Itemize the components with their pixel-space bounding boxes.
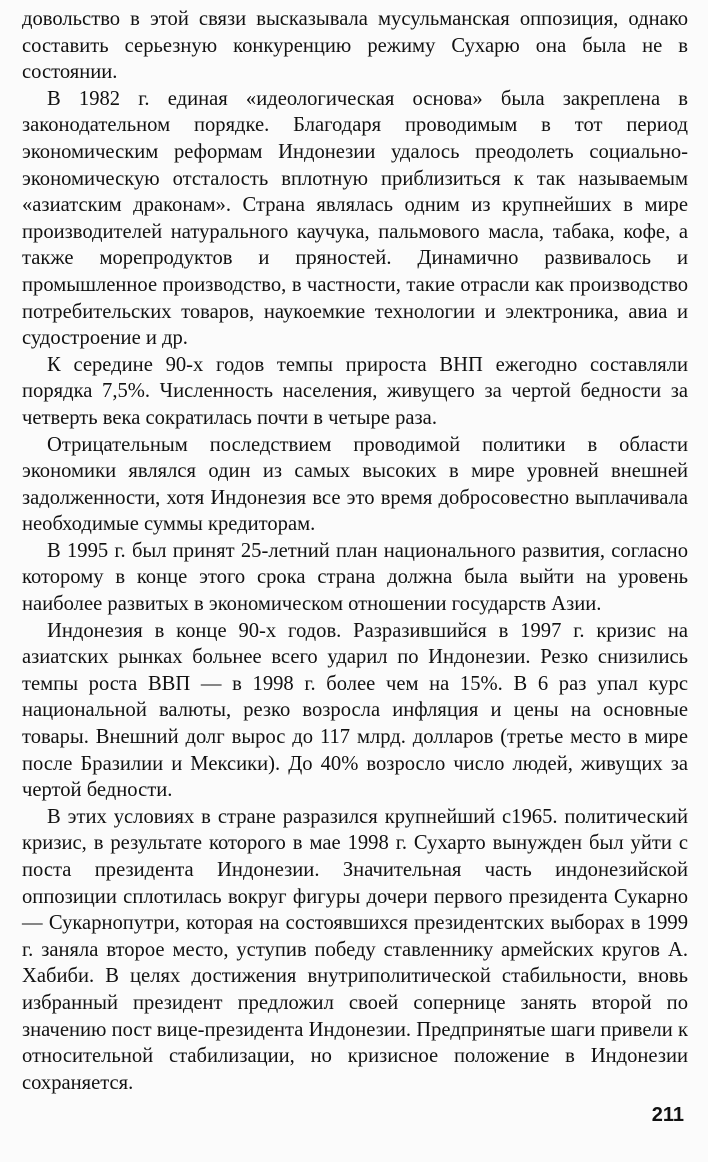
paragraph-ideological-basis: В 1982 г. единая «идеологическая основа» была закреплена в законодательном порядке. Благодаря проводимым в тот период экономическим реформам Индонезии удалось преодолеть социально-экономическую отсталость вплотную приблизиться к так называемым «азиатским драконам». Страна являлась одним из крупнейших в мире производителей натурального каучука, пальмового масла, табака, кофе, а также морепродуктов и пряностей. Динамично развивалось и промышленное производство, в частности, такие отрасли как производство потребительских товаров, наукоемкие технологии и электроника, авиа и судостроение и др. (22, 87, 688, 350)
paragraph-continuation: довольство в этой связи высказывала мусульманская оппозиция, однако составить серьезную конкуренцию режиму Сухарю она была не в состоянии. (22, 8, 688, 84)
paragraph-gnp-growth: К середине 90-х годов темпы прироста ВНП ежегодно составляли порядка 7,5%. Численность населения, живущего за чертой бедности за четверть века сократилась почти в четыре раза. (22, 353, 688, 429)
page-number: 211 (651, 1104, 684, 1126)
paragraph-late-90s-crisis: Индонезия в конце 90-х годов. Разразившийся в 1997 г. кризис на азиатских рынках больнее всего ударил по Индонезии. Резко снизились темпы роста ВВП — в 1998 г. более чем на 15%. В 6 раз упал курс национальной валюты, резко возросла инфляция и цены на основные товары. Внешний долг вырос до 117 млрд. долларов (третье место в мире после Бразилии и Мексики). До 40% возросло число людей, живущих за чертой бедности. (22, 619, 688, 802)
body-text (22, 6, 688, 1096)
paragraph-political-crisis: В этих условиях в стране разразился крупнейший с1965. политический кризис, в результате которого в мае 1998 г. Сухарто вынужден был уйти с поста президента Индонезии. Значительная часть индонезийской оппозиции сплотилась вокруг фигуры дочери первого президента Сукарно — Сукарнопутри, которая на состоявшихся президентских выборах в 1999 г. заняла второе место, уступив победу ставленнику армейских кругов А. Хабиби. В целях достижения внутриполитической стабильности, вновь избранный президент предложил своей сопернице занять второй по значению пост вице-президента Индонезии. Предпринятые шаги привели к относительной стабилизации, но кризисное положение в Индонезии сохраняется. (22, 805, 688, 1094)
paragraph-external-debt: Отрицательным последствием проводимой политики в области экономики являлся один из самых высоких в мире уровней внешней задолженности, хотя Индонезия все это время добросовестно выплачивала необходимые суммы кредиторам. (22, 433, 688, 536)
paragraph-development-plan: В 1995 г. был принят 25-летний план национального развития, согласно которому в конце этого срока страна должна была выйти на уровень наиболее развитых в экономическом отношении государств Азии. (22, 539, 688, 616)
